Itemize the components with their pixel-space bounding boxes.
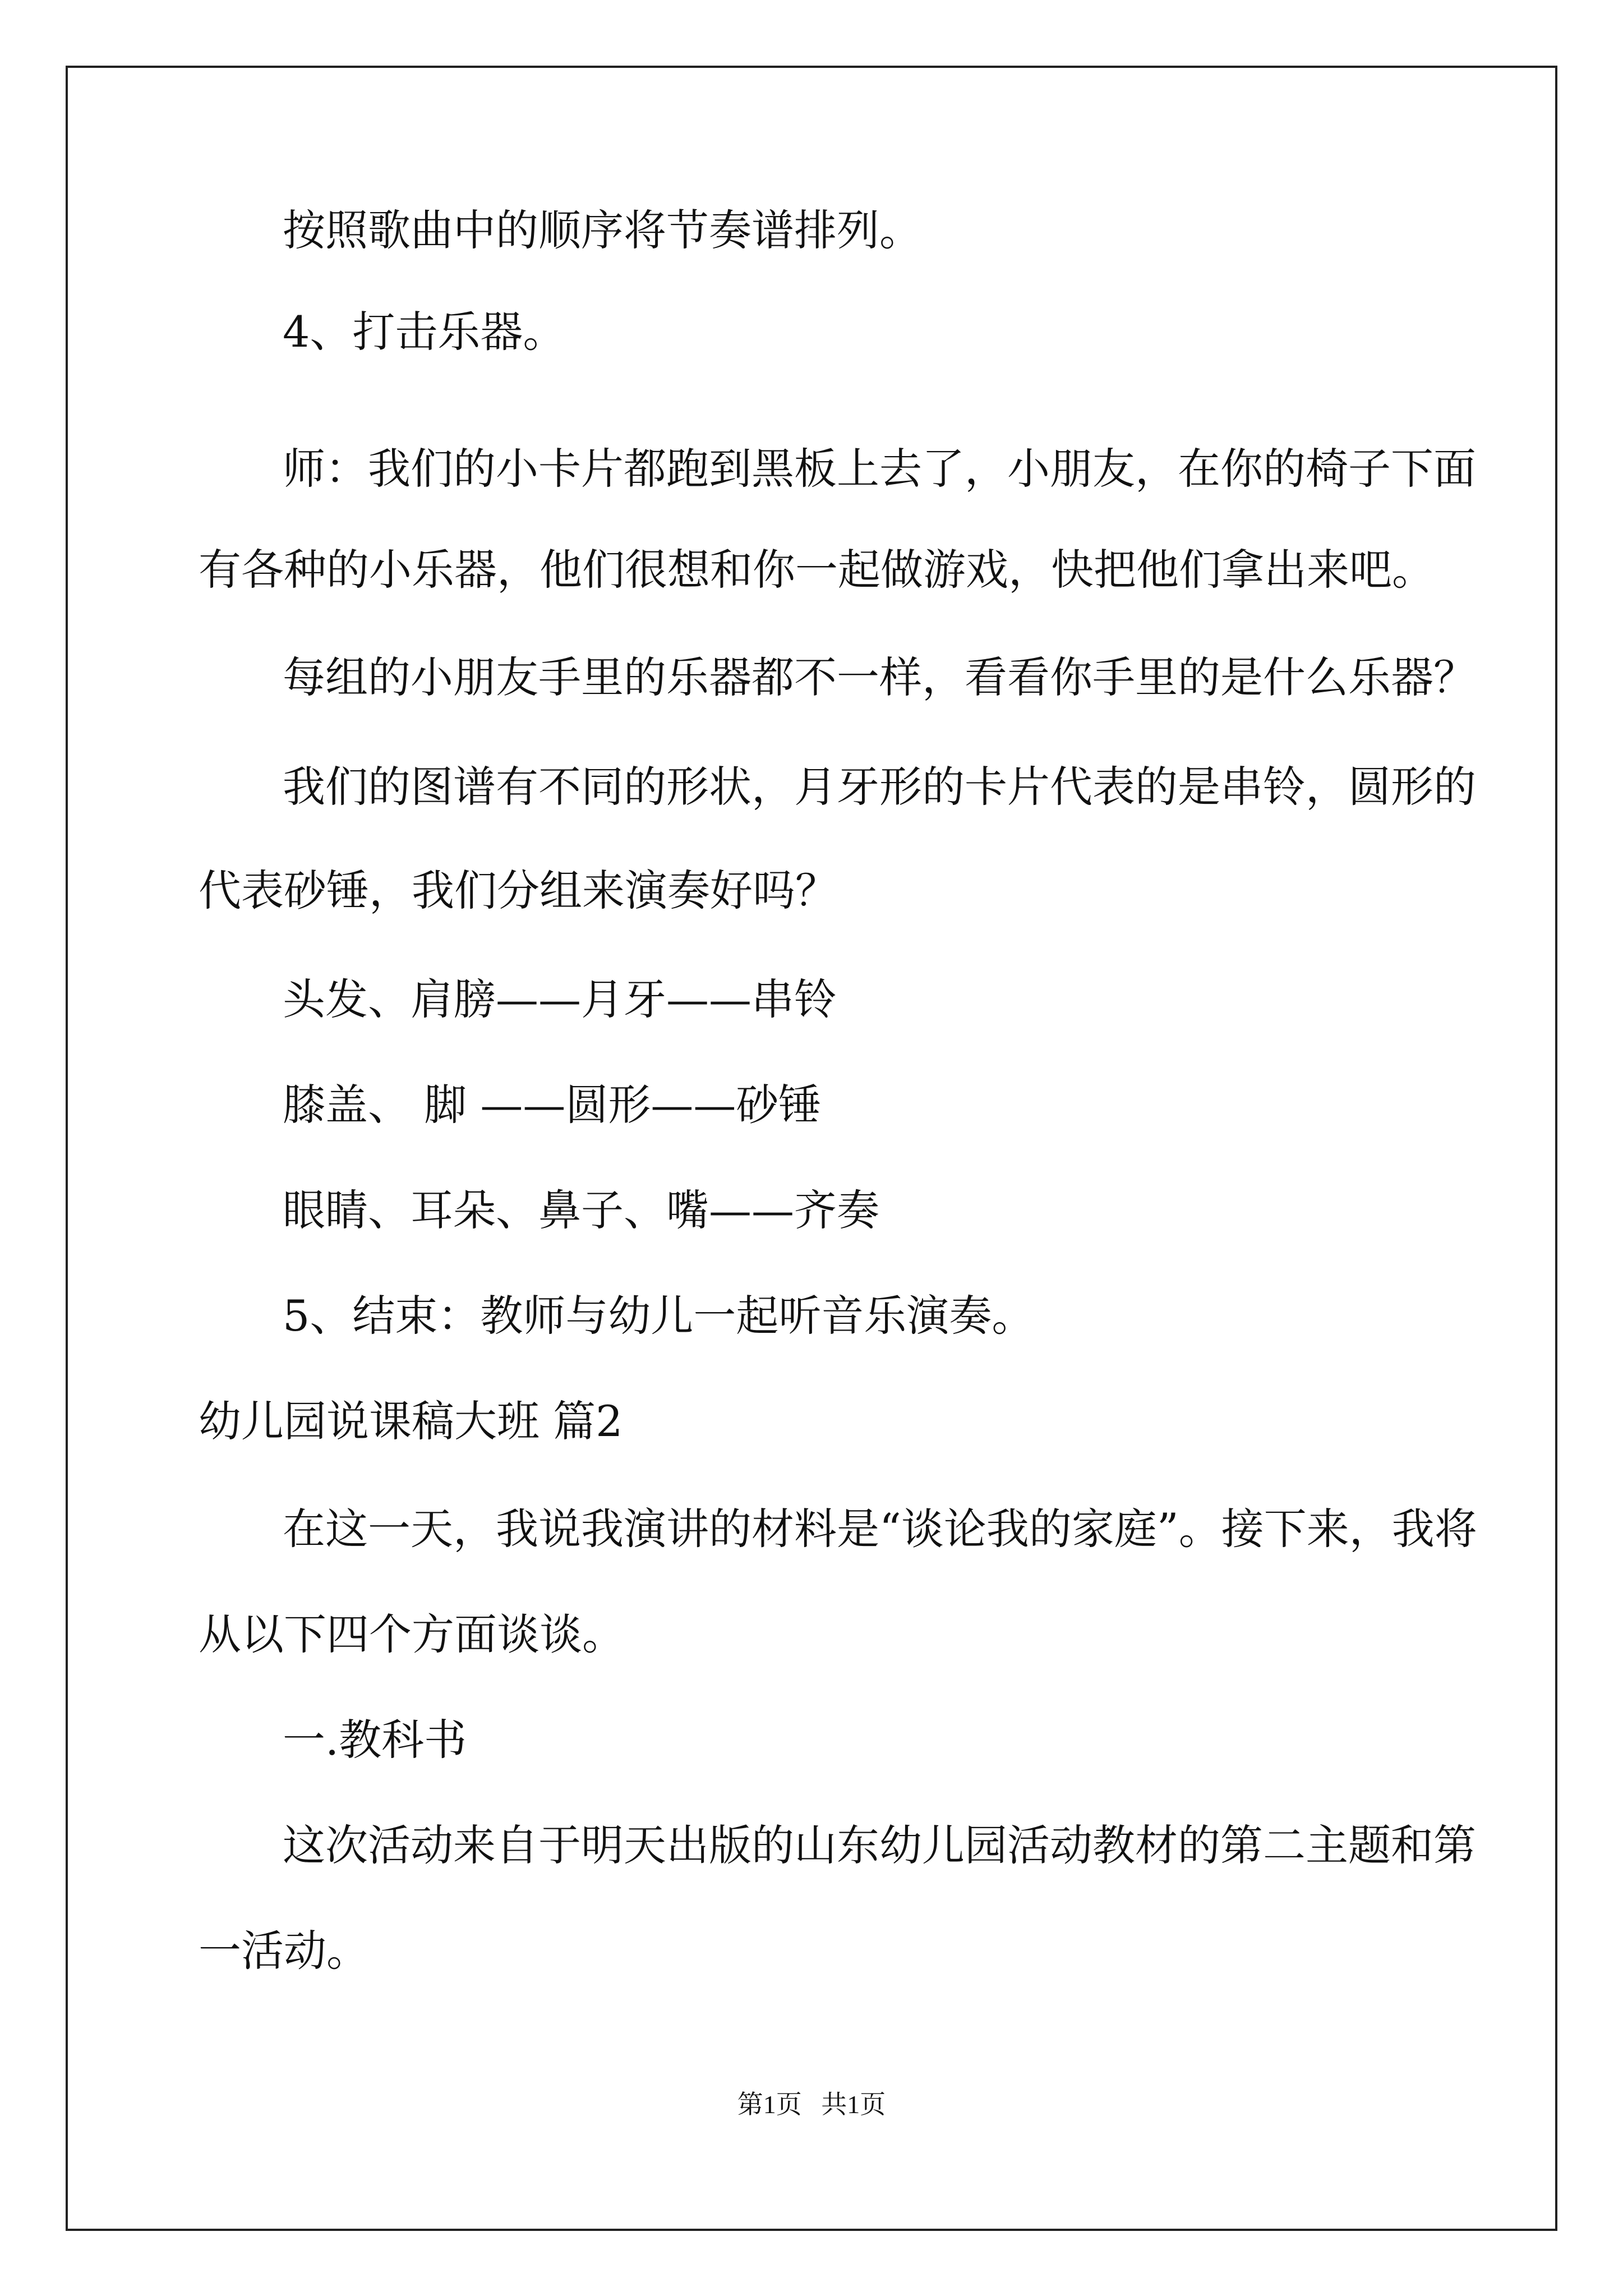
- paragraph-line: 代表砂锤，我们分组来演奏好吗？: [199, 866, 838, 915]
- page-border: [66, 66, 1557, 2231]
- paragraph-line: 在这一天，我说我演讲的材料是“谈论我的家庭”。接下来，我将: [283, 1504, 1477, 1554]
- paragraph-line: 一活动。: [199, 1926, 369, 1976]
- paragraph-line: 5、结束：教师与幼儿一起听音乐演奏。: [283, 1291, 1035, 1341]
- paragraph-line: 师：我们的小卡片都跑到黑板上去了，小朋友，在你的椅子下面: [283, 444, 1476, 494]
- subsection-heading: 一.教科书: [283, 1715, 467, 1765]
- page-footer: 第1页 共1页: [737, 2090, 886, 2119]
- paragraph-line: 我们的图谱有不同的形状，月牙形的卡片代表的是串铃，圆形的: [283, 762, 1476, 812]
- paragraph-line: 眼睛、耳朵、鼻子、嘴——齐奏: [283, 1185, 879, 1235]
- paragraph-line: 这次活动来自于明天出版的山东幼儿园活动教材的第二主题和第: [283, 1820, 1476, 1870]
- paragraph-line: 从以下四个方面谈谈。: [199, 1609, 625, 1659]
- paragraph-line: 每组的小朋友手里的乐器都不一样，看看你手里的是什么乐器？: [283, 652, 1476, 702]
- paragraph-line: 头发、肩膀——月牙——串铃: [283, 974, 837, 1024]
- paragraph-line: 按照歌曲中的顺序将节奏谱排列。: [283, 205, 922, 255]
- paragraph-line: 有各种的小乐器，他们很想和你一起做游戏，快把他们拿出来吧。: [199, 545, 1435, 595]
- paragraph-line: 4、打击乐器。: [283, 307, 566, 357]
- paragraph-line: 膝盖、 脚 ——圆形——砂锤: [283, 1080, 822, 1130]
- section-heading: 幼儿园说课稿大班 篇2: [199, 1396, 623, 1446]
